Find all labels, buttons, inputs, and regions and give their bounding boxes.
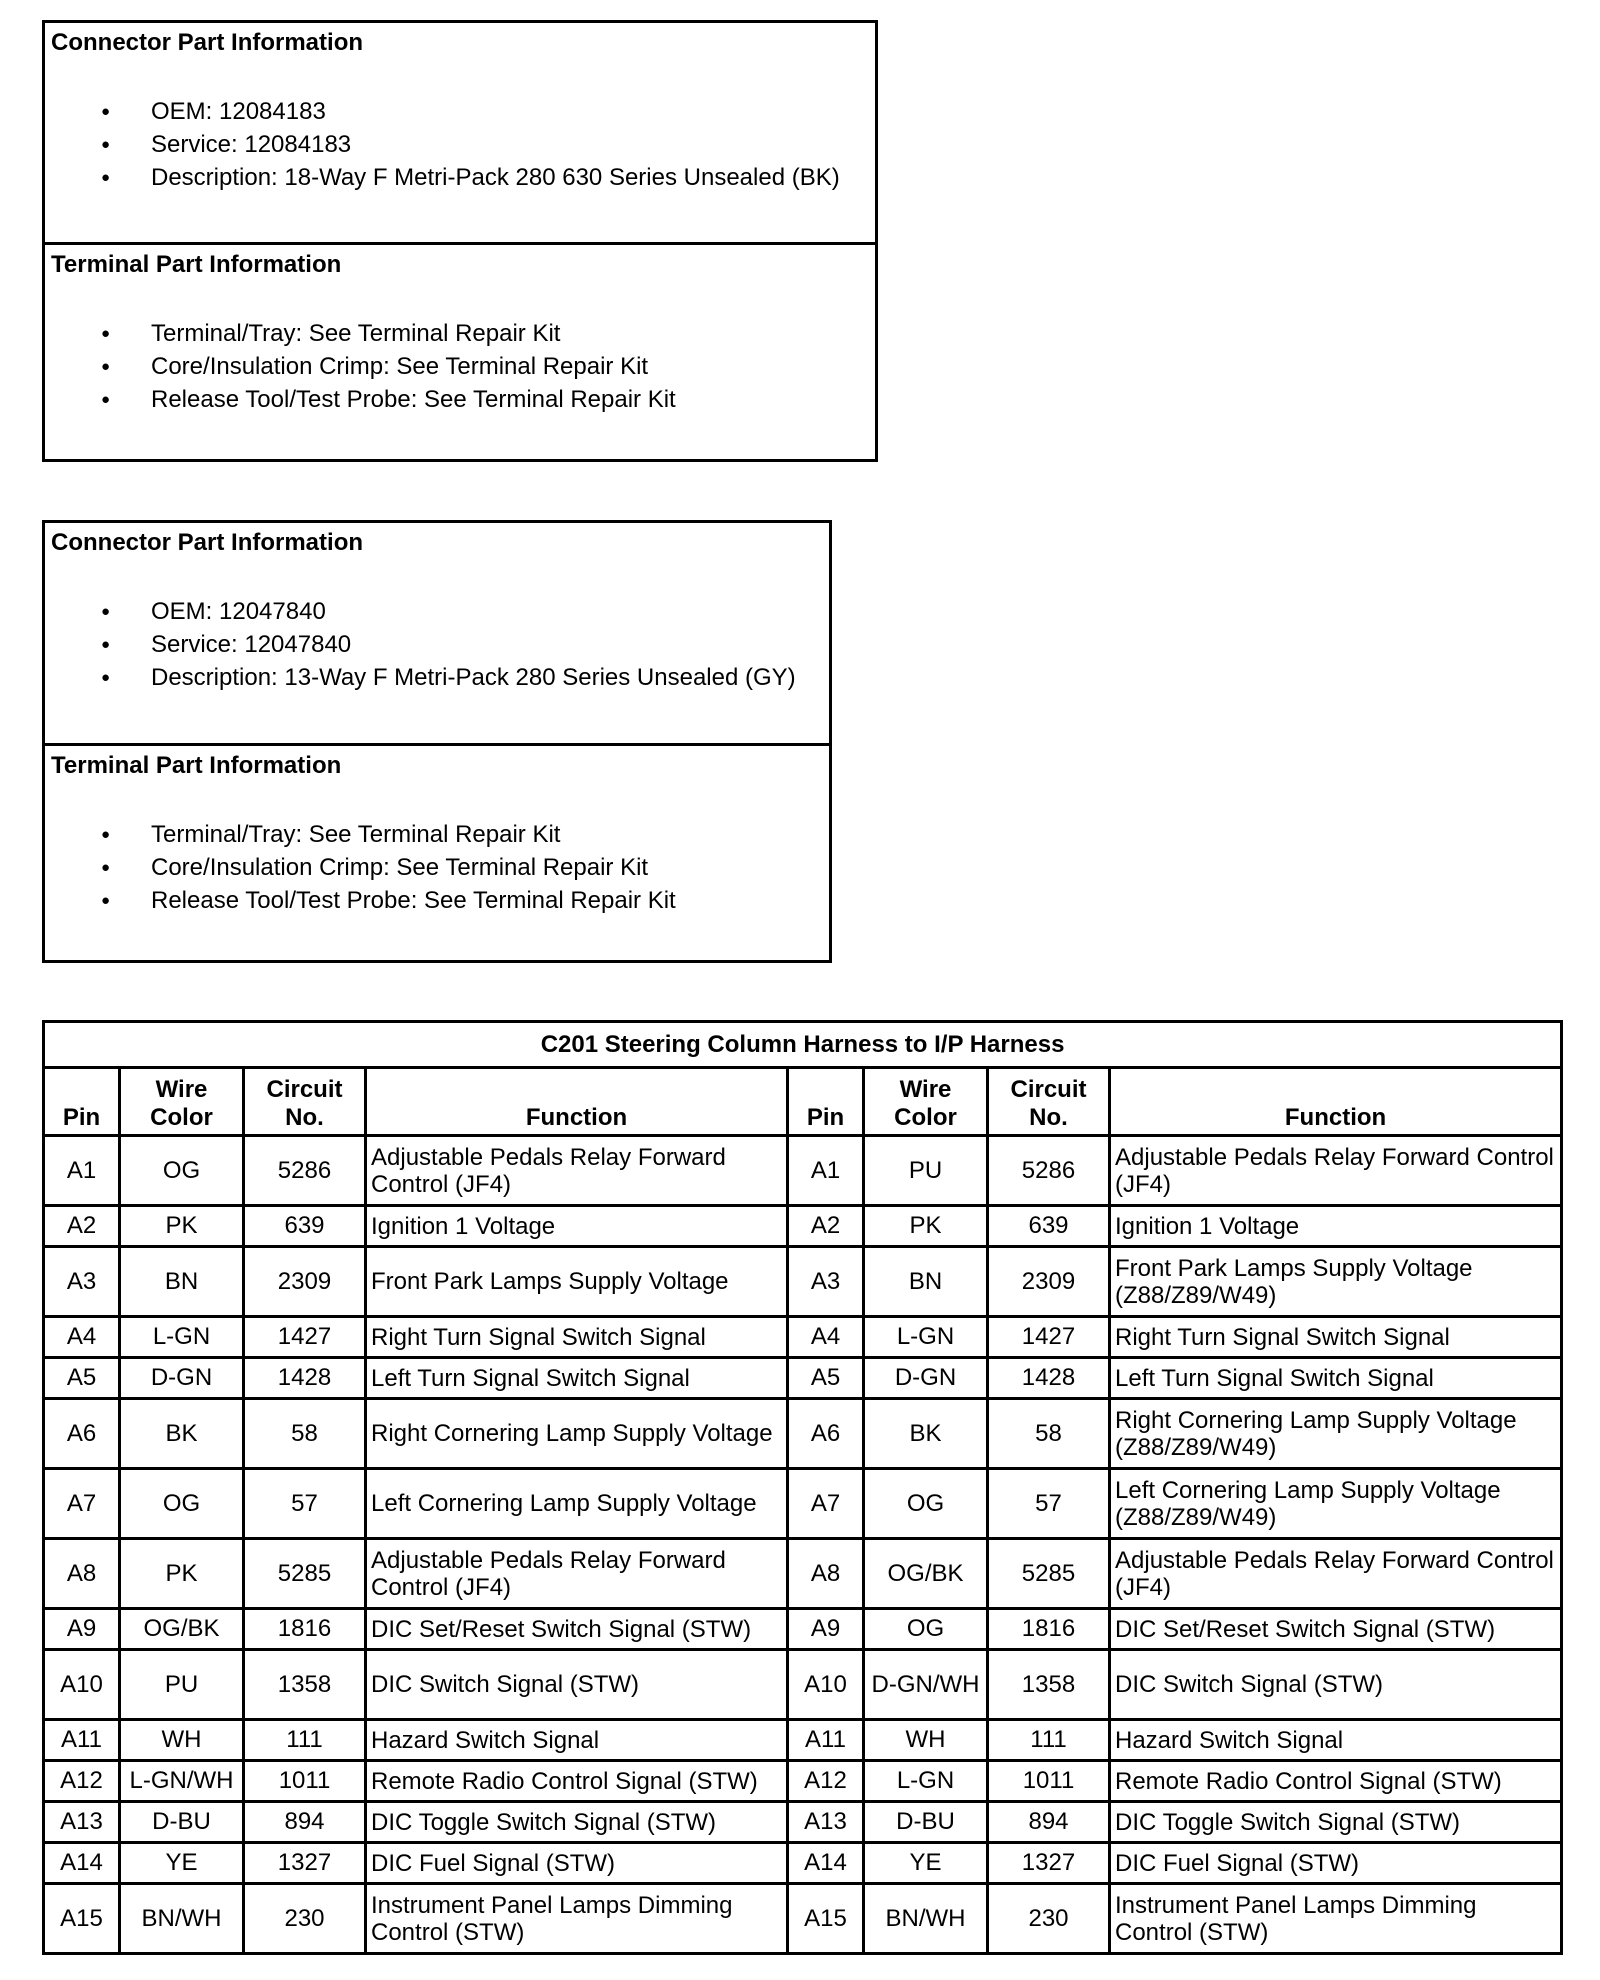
circuit-cell: 1427 — [988, 1317, 1110, 1358]
wire-color-cell: L-GN — [120, 1317, 244, 1358]
pin-cell: A1 — [44, 1136, 120, 1206]
wire-color-cell: BN — [864, 1247, 988, 1317]
pin-cell: A15 — [44, 1884, 120, 1954]
connector-info-box-1 — [42, 20, 878, 462]
header-wire-color: Wire Color — [120, 1068, 244, 1136]
table-row — [44, 1469, 1562, 1539]
table-title: C201 Steering Column Harness to I/P Harness — [44, 1022, 1562, 1068]
connector-part-information — [45, 523, 829, 743]
pin-cell: A12 — [44, 1761, 120, 1802]
header-function: Function — [366, 1068, 788, 1136]
pin-cell: A8 — [788, 1539, 864, 1609]
pin-cell: A15 — [788, 1884, 864, 1954]
pin-cell: A5 — [44, 1358, 120, 1399]
function-cell: DIC Switch Signal (STW) — [366, 1650, 788, 1720]
wire-color-cell: OG — [864, 1469, 988, 1539]
function-cell: Ignition 1 Voltage — [1110, 1206, 1562, 1247]
terminal-part-title: Terminal Part Information — [51, 752, 342, 779]
wire-color-cell: PK — [120, 1206, 244, 1247]
wire-color-cell: PK — [120, 1539, 244, 1609]
wire-color-cell: OG/BK — [864, 1539, 988, 1609]
wire-color-cell: D-BU — [120, 1802, 244, 1843]
function-cell: Left Turn Signal Switch Signal — [366, 1358, 788, 1399]
list-item: ● Release Tool/Test Probe: See Terminal Repair Kit — [51, 884, 823, 917]
circuit-cell: 2309 — [244, 1247, 366, 1317]
pin-cell: A7 — [788, 1469, 864, 1539]
circuit-cell: 58 — [244, 1399, 366, 1469]
pin-cell: A12 — [788, 1761, 864, 1802]
table-row — [44, 1609, 1562, 1650]
terminal-part-information — [45, 242, 875, 416]
table-row — [44, 1843, 1562, 1884]
header-wire-color: Wire Color — [864, 1068, 988, 1136]
list-item: ● Release Tool/Test Probe: See Terminal Repair Kit — [51, 383, 869, 416]
circuit-cell: 111 — [988, 1720, 1110, 1761]
list-item: ● Core/Insulation Crimp: See Terminal Repair Kit — [51, 851, 823, 884]
wire-color-cell: YE — [120, 1843, 244, 1884]
list-item: ● Description: 13-Way F Metri-Pack 280 Series Unsealed (GY) — [51, 661, 823, 694]
function-cell: Left Cornering Lamp Supply Voltage (Z88/Z89/W49) — [1110, 1469, 1562, 1539]
wire-color-cell: WH — [864, 1720, 988, 1761]
wire-color-cell: BN/WH — [120, 1884, 244, 1954]
function-cell: DIC Fuel Signal (STW) — [366, 1843, 788, 1884]
wire-color-cell: D-GN — [120, 1358, 244, 1399]
circuit-cell: 58 — [988, 1399, 1110, 1469]
circuit-cell: 230 — [988, 1884, 1110, 1954]
wire-color-cell: PU — [120, 1650, 244, 1720]
circuit-cell: 639 — [988, 1206, 1110, 1247]
table-row — [44, 1317, 1562, 1358]
pin-cell: A2 — [44, 1206, 120, 1247]
table-row — [44, 1720, 1562, 1761]
wire-color-cell: D-GN/WH — [864, 1650, 988, 1720]
pin-cell: A14 — [788, 1843, 864, 1884]
pin-cell: A9 — [44, 1609, 120, 1650]
pin-cell: A14 — [44, 1843, 120, 1884]
function-cell: DIC Switch Signal (STW) — [1110, 1650, 1562, 1720]
circuit-cell: 5285 — [988, 1539, 1110, 1609]
pin-cell: A9 — [788, 1609, 864, 1650]
header-pin: Pin — [44, 1068, 120, 1136]
wire-color-cell: WH — [120, 1720, 244, 1761]
wire-color-cell: L-GN/WH — [120, 1761, 244, 1802]
wire-color-cell: PU — [864, 1136, 988, 1206]
circuit-cell: 1327 — [988, 1843, 1110, 1884]
pin-cell: A13 — [788, 1802, 864, 1843]
function-cell: DIC Set/Reset Switch Signal (STW) — [366, 1609, 788, 1650]
terminal-part-information — [45, 743, 829, 917]
table-header-row — [44, 1068, 1562, 1136]
function-cell: Right Turn Signal Switch Signal — [366, 1317, 788, 1358]
terminal-part-list — [51, 818, 823, 917]
function-cell: Instrument Panel Lamps Dimming Control (STW) — [1110, 1884, 1562, 1954]
function-cell: DIC Fuel Signal (STW) — [1110, 1843, 1562, 1884]
function-cell: Left Turn Signal Switch Signal — [1110, 1358, 1562, 1399]
header-circuit: Circuit No. — [244, 1068, 366, 1136]
list-item: ● Service: 12084183 — [51, 128, 869, 161]
wire-color-cell: L-GN — [864, 1761, 988, 1802]
header-pin: Pin — [788, 1068, 864, 1136]
connector-part-list — [51, 595, 823, 694]
circuit-cell: 111 — [244, 1720, 366, 1761]
wire-color-cell: YE — [864, 1843, 988, 1884]
pin-cell: A3 — [44, 1247, 120, 1317]
terminal-part-list — [51, 317, 869, 416]
wire-color-cell: OG — [864, 1609, 988, 1650]
circuit-cell: 57 — [988, 1469, 1110, 1539]
pin-cell: A6 — [788, 1399, 864, 1469]
table-row — [44, 1206, 1562, 1247]
connector-part-information — [45, 23, 875, 242]
connector-part-title: Connector Part Information — [51, 29, 364, 56]
pin-cell: A8 — [44, 1539, 120, 1609]
circuit-cell: 1816 — [988, 1609, 1110, 1650]
connector-info-box-2 — [42, 520, 832, 963]
function-cell: DIC Toggle Switch Signal (STW) — [1110, 1802, 1562, 1843]
wire-color-cell: BN/WH — [864, 1884, 988, 1954]
table-row — [44, 1761, 1562, 1802]
wire-color-cell: OG/BK — [120, 1609, 244, 1650]
pin-cell: A11 — [788, 1720, 864, 1761]
function-cell: Right Cornering Lamp Supply Voltage — [366, 1399, 788, 1469]
list-item: ● Service: 12047840 — [51, 628, 823, 661]
circuit-cell: 57 — [244, 1469, 366, 1539]
function-cell: Adjustable Pedals Relay Forward Control (JF4) — [366, 1136, 788, 1206]
circuit-cell: 5286 — [244, 1136, 366, 1206]
pin-cell: A7 — [44, 1469, 120, 1539]
connector-part-title: Connector Part Information — [51, 529, 364, 556]
wire-color-cell: D-BU — [864, 1802, 988, 1843]
circuit-cell: 2309 — [988, 1247, 1110, 1317]
function-cell: DIC Set/Reset Switch Signal (STW) — [1110, 1609, 1562, 1650]
function-cell: Left Cornering Lamp Supply Voltage — [366, 1469, 788, 1539]
pin-cell: A10 — [788, 1650, 864, 1720]
header-circuit: Circuit No. — [988, 1068, 1110, 1136]
wire-color-cell: L-GN — [864, 1317, 988, 1358]
table-row — [44, 1136, 1562, 1206]
pin-cell: A2 — [788, 1206, 864, 1247]
circuit-cell: 1327 — [244, 1843, 366, 1884]
table-row — [44, 1247, 1562, 1317]
table-row — [44, 1539, 1562, 1609]
circuit-cell: 894 — [988, 1802, 1110, 1843]
terminal-part-title: Terminal Part Information — [51, 251, 342, 278]
list-item: ● Terminal/Tray: See Terminal Repair Kit — [51, 818, 823, 851]
connector-part-list — [51, 95, 869, 194]
table-row — [44, 1884, 1562, 1954]
wire-color-cell: D-GN — [864, 1358, 988, 1399]
pinout-table — [42, 1020, 1563, 1955]
function-cell: Right Cornering Lamp Supply Voltage (Z88/Z89/W49) — [1110, 1399, 1562, 1469]
circuit-cell: 1428 — [244, 1358, 366, 1399]
header-function: Function — [1110, 1068, 1562, 1136]
pin-cell: A5 — [788, 1358, 864, 1399]
function-cell: Hazard Switch Signal — [366, 1720, 788, 1761]
pin-cell: A10 — [44, 1650, 120, 1720]
function-cell: Adjustable Pedals Relay Forward Control (JF4) — [1110, 1539, 1562, 1609]
table-row — [44, 1650, 1562, 1720]
wire-color-cell: OG — [120, 1469, 244, 1539]
list-item: ● Terminal/Tray: See Terminal Repair Kit — [51, 317, 869, 350]
pin-cell: A4 — [44, 1317, 120, 1358]
pin-cell: A3 — [788, 1247, 864, 1317]
circuit-cell: 894 — [244, 1802, 366, 1843]
function-cell: Right Turn Signal Switch Signal — [1110, 1317, 1562, 1358]
pin-cell: A11 — [44, 1720, 120, 1761]
function-cell: Hazard Switch Signal — [1110, 1720, 1562, 1761]
pin-cell: A1 — [788, 1136, 864, 1206]
circuit-cell: 1358 — [244, 1650, 366, 1720]
function-cell: Front Park Lamps Supply Voltage — [366, 1247, 788, 1317]
circuit-cell: 5286 — [988, 1136, 1110, 1206]
circuit-cell: 1428 — [988, 1358, 1110, 1399]
wire-color-cell: PK — [864, 1206, 988, 1247]
function-cell: Instrument Panel Lamps Dimming Control (STW) — [366, 1884, 788, 1954]
circuit-cell: 639 — [244, 1206, 366, 1247]
pin-cell: A4 — [788, 1317, 864, 1358]
list-item: ● OEM: 12084183 — [51, 95, 869, 128]
wire-color-cell: BK — [864, 1399, 988, 1469]
function-cell: Remote Radio Control Signal (STW) — [366, 1761, 788, 1802]
wire-color-cell: BN — [120, 1247, 244, 1317]
circuit-cell: 1011 — [988, 1761, 1110, 1802]
circuit-cell: 1816 — [244, 1609, 366, 1650]
wire-color-cell: OG — [120, 1136, 244, 1206]
table-row — [44, 1399, 1562, 1469]
function-cell: Ignition 1 Voltage — [366, 1206, 788, 1247]
list-item: ● Description: 18-Way F Metri-Pack 280 630 Series Unsealed (BK) — [51, 161, 869, 194]
circuit-cell: 1427 — [244, 1317, 366, 1358]
function-cell: DIC Toggle Switch Signal (STW) — [366, 1802, 788, 1843]
circuit-cell: 5285 — [244, 1539, 366, 1609]
circuit-cell: 230 — [244, 1884, 366, 1954]
circuit-cell: 1011 — [244, 1761, 366, 1802]
pin-cell: A6 — [44, 1399, 120, 1469]
function-cell: Front Park Lamps Supply Voltage (Z88/Z89/W49) — [1110, 1247, 1562, 1317]
function-cell: Remote Radio Control Signal (STW) — [1110, 1761, 1562, 1802]
table-row — [44, 1358, 1562, 1399]
list-item: ● Core/Insulation Crimp: See Terminal Repair Kit — [51, 350, 869, 383]
wire-color-cell: BK — [120, 1399, 244, 1469]
function-cell: Adjustable Pedals Relay Forward Control (JF4) — [366, 1539, 788, 1609]
circuit-cell: 1358 — [988, 1650, 1110, 1720]
function-cell: Adjustable Pedals Relay Forward Control (JF4) — [1110, 1136, 1562, 1206]
pin-cell: A13 — [44, 1802, 120, 1843]
table-row — [44, 1802, 1562, 1843]
list-item: ● OEM: 12047840 — [51, 595, 823, 628]
